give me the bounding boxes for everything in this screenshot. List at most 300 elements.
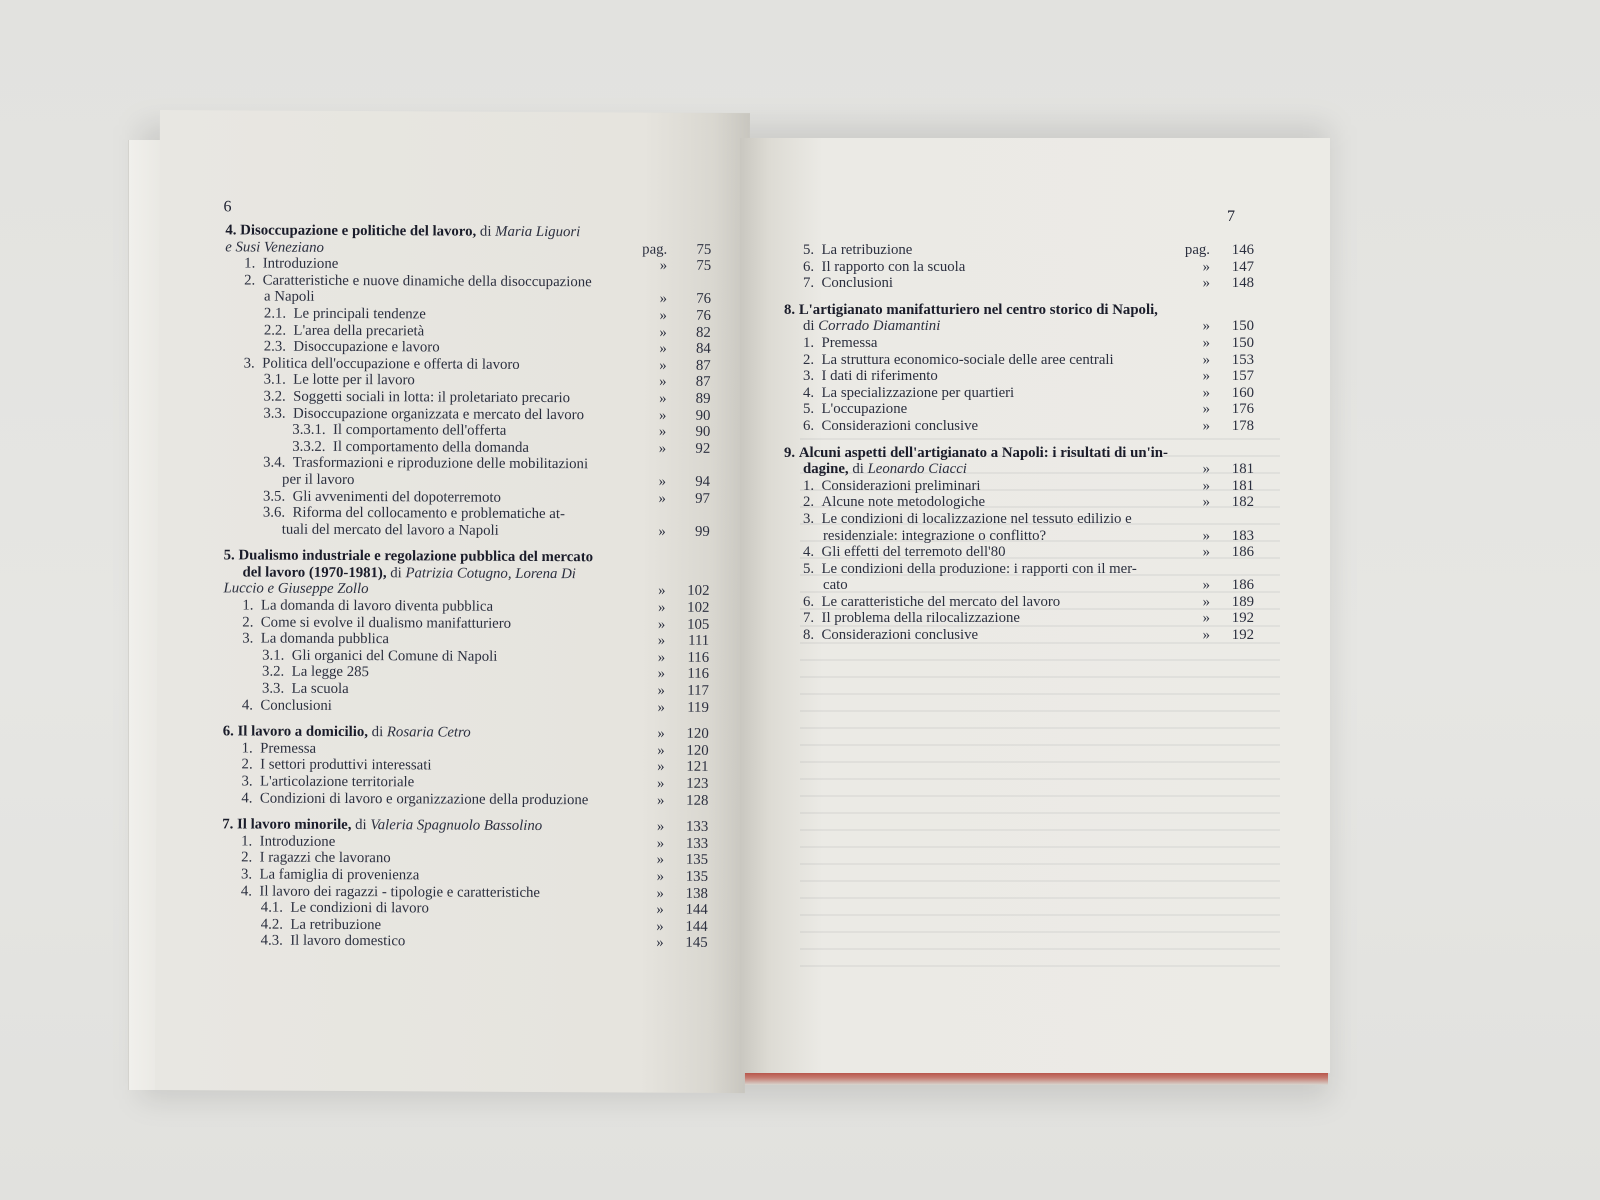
page-ref: 181 (1231, 477, 1254, 494)
page-ref: 128 (686, 792, 709, 809)
page-ref: 183 (1231, 527, 1254, 544)
entry-title: Considerazioni conclusive (821, 627, 979, 644)
page-ref: 75 (696, 257, 712, 275)
entry-number: 2. (241, 756, 253, 773)
page-marker: » (657, 649, 666, 666)
toc-entry-text (803, 259, 965, 276)
page-ref: 87 (695, 357, 711, 374)
toc-entry-text (263, 388, 570, 406)
page-ref: 160 (1231, 384, 1254, 401)
toc-entry-text (282, 521, 499, 539)
entry-number: 7. (803, 610, 815, 627)
toc-entry-text (262, 681, 349, 698)
toc-entry-text (241, 866, 419, 884)
page-marker: » (659, 290, 668, 308)
page-marker: » (657, 666, 666, 683)
page-marker: » (657, 699, 665, 716)
entry-title: per il lavoro (282, 471, 355, 488)
entry-number: 3.2. (262, 663, 285, 681)
page-marker: » (659, 324, 667, 341)
page-ref: 76 (696, 291, 712, 308)
page-number: 7 (1227, 208, 1235, 225)
chapter-number: 7. (222, 816, 234, 833)
page-ref: 145 (685, 935, 708, 952)
page-marker: pag. (1184, 242, 1210, 258)
entry-title: Caratteristiche e nuove dinamiche della disoccupazione (262, 272, 592, 291)
toc-entry-text (261, 933, 406, 950)
toc-entry-text (803, 368, 938, 385)
page-ref: 138 (685, 885, 708, 902)
entry-title: Come si evolve il dualismo manifatturiero (260, 614, 512, 632)
entry-number: 3.1. (262, 647, 285, 664)
page-marker: » (1202, 627, 1210, 644)
page-ref: 192 (1231, 610, 1254, 627)
page-ref: 157 (1231, 368, 1254, 385)
toc-entry-row (784, 461, 1254, 478)
page-marker: » (1202, 401, 1210, 418)
page-ref: 87 (695, 374, 711, 391)
entry-title: Il comportamento dell'offerta (332, 422, 507, 439)
toc-entry-text (225, 239, 324, 256)
toc-entry-text (803, 478, 981, 495)
toc-entry-row (784, 418, 1254, 435)
entry-title: Le condizioni della produzione: i rapporti con il mer- (821, 560, 1137, 577)
page-ref: 82 (696, 324, 711, 341)
entry-number: 1. (241, 833, 253, 850)
entry-number: 8. (803, 627, 815, 644)
chapter-title: Alcuni aspetti dell'artigianato a Napoli: i risultati di un'in- (798, 444, 1168, 461)
chapter-author: Corrado Diamantini (818, 318, 941, 335)
entry-title: Premessa (821, 334, 878, 351)
page-marker: » (658, 490, 667, 507)
toc-entry-text (263, 455, 588, 473)
toc-entry-row (223, 697, 709, 716)
toc-entry-text (262, 647, 497, 665)
entry-title: Introduzione (259, 833, 336, 850)
page-marker: » (659, 373, 667, 390)
table-of-contents (222, 222, 712, 951)
chapter-title: del lavoro (1970-1981), (242, 564, 387, 582)
entry-number: 4. (803, 544, 815, 561)
chapter-number: 8. (784, 301, 796, 318)
entry-number: 3.2. (263, 388, 286, 405)
page-ref: 94 (695, 473, 711, 490)
page-ref: 150 (1231, 318, 1254, 335)
entry-title: Soggetti sociali in lotta: il proletariato precario (293, 388, 571, 407)
entry-number: 1. (242, 597, 254, 614)
page-marker: » (1202, 384, 1210, 401)
page-marker: » (1202, 494, 1210, 511)
page-ref: 189 (1231, 593, 1254, 610)
page-marker: » (1202, 275, 1210, 292)
entry-title: La domanda di lavoro diventa pubblica (260, 597, 494, 615)
toc-entry-text (223, 581, 368, 598)
entry-title: Disoccupazione organizzata e mercato del lavoro (292, 405, 585, 423)
author-prefix: di (803, 318, 815, 335)
page-ref: 120 (686, 742, 709, 759)
toc-entry-text (282, 472, 354, 489)
entry-number: 5. (803, 401, 815, 418)
page-marker: » (1202, 477, 1210, 494)
toc-entry-text (292, 422, 506, 440)
entry-title: La struttura economico-sociale delle aree centrali (821, 351, 1114, 368)
page-ref: 111 (688, 633, 710, 650)
entry-number: 3.6. (262, 504, 286, 521)
page-ref: 133 (685, 835, 709, 852)
entry-number: 2. (244, 272, 256, 289)
entry-number: 4. (803, 384, 815, 401)
entry-title: La scuola (291, 680, 349, 698)
page-ref: 186 (1231, 577, 1254, 594)
toc-entry-text (263, 405, 584, 423)
toc-entry-row (784, 494, 1254, 511)
entry-number: 3. (803, 368, 815, 385)
entry-number: 3. (240, 866, 253, 883)
page-marker: » (658, 473, 667, 490)
toc-entry-text (803, 561, 1137, 578)
page-marker: » (659, 357, 667, 374)
page-ref: 90 (695, 407, 711, 424)
author-prefix: di (852, 461, 864, 478)
entry-title: Gli avvenimenti del dopoterremoto (292, 488, 501, 506)
entry-title: L'occupazione (821, 401, 908, 418)
toc-entry-row (784, 368, 1254, 385)
entry-title: Il lavoro dei ragazzi - tipologie e caratteristiche (259, 883, 541, 901)
toc-entry-text (242, 598, 493, 616)
entry-number: 6. (803, 593, 815, 610)
entry-number: 4.3. (260, 932, 283, 949)
entry-number: 4. (240, 882, 253, 900)
toc-entry-row (784, 511, 1254, 528)
toc-entry-text (803, 461, 967, 478)
chapter-author: Rosaria Cetro (386, 724, 471, 741)
author-prefix: di (371, 724, 384, 741)
page-marker: » (656, 818, 665, 835)
entry-title: I settori produttivi interessati (260, 756, 432, 774)
toc-entry-text (803, 594, 1060, 611)
entry-number: 6. (803, 258, 815, 275)
entry-number: 2. (803, 494, 815, 511)
page-marker: » (657, 775, 665, 792)
page-ref: 181 (1231, 461, 1254, 478)
page-ref: 123 (686, 775, 709, 792)
chapter-author: Maria Liguori (495, 223, 581, 241)
toc-entry-row (784, 242, 1254, 259)
toc-entry-text (803, 544, 1006, 561)
toc-entry-text (241, 790, 588, 808)
page-ref: 102 (687, 599, 710, 616)
toc-entry-row (222, 790, 708, 809)
entry-title: La famiglia di provenienza (259, 866, 420, 884)
page-ref: 186 (1231, 544, 1254, 561)
toc-entry-text (803, 352, 1114, 369)
entry-number: 4.2. (260, 916, 283, 933)
entry-number: 6. (803, 417, 815, 434)
page-ref: 97 (695, 490, 711, 507)
toc-entry-text (263, 505, 565, 523)
entry-number: 3. (241, 773, 253, 790)
page-ref: 84 (695, 340, 711, 358)
page-ref: 116 (687, 649, 710, 666)
page-ref: 76 (696, 307, 711, 324)
toc-entry-text (224, 548, 593, 567)
chapter-number: 4. (225, 222, 237, 239)
entry-title: I dati di riferimento (821, 368, 938, 385)
toc-entry-text (784, 302, 1158, 319)
chapter-author: Valeria Spagnuolo Bassolino (370, 817, 543, 835)
entry-number: 3. (803, 510, 815, 527)
entry-title: cato (823, 577, 848, 594)
page-ref: 119 (687, 699, 709, 716)
page-marker: » (658, 407, 667, 424)
page-marker: » (657, 599, 666, 616)
entry-title: tuali del mercato del lavoro a Napoli (281, 521, 499, 539)
toc-entry-text (803, 335, 877, 352)
page-ref: 102 (687, 583, 710, 600)
entry-title: L'area della precarietà (293, 322, 425, 339)
page-marker: » (1202, 527, 1210, 544)
entry-title: Introduzione (262, 255, 339, 273)
entry-title: a Napoli (263, 288, 315, 306)
page-marker: » (656, 851, 665, 869)
page-marker: » (657, 616, 666, 633)
entry-number: 3.3. (263, 405, 286, 422)
toc-entry-text (262, 664, 369, 681)
page-ref: 144 (685, 901, 708, 919)
entry-title: Le caratteristiche del mercato del lavoro (821, 593, 1061, 610)
page-ref: 135 (685, 868, 709, 885)
toc-entry-row (784, 318, 1254, 335)
toc-entry-text (241, 883, 540, 901)
toc-entry-row (784, 335, 1254, 352)
entry-title: Il problema della rilocalizzazione (821, 610, 1020, 627)
toc-entry-row (784, 478, 1254, 495)
toc-entry-text (803, 627, 978, 644)
entry-number: 1. (241, 740, 253, 757)
toc-entry-row (784, 352, 1254, 369)
toc-entry-text (803, 610, 1020, 627)
page-marker: » (1202, 368, 1210, 385)
chapter-number: 6. (222, 723, 234, 740)
entry-title: Riforma del collocamento e problematiche at- (292, 504, 565, 523)
page-ref: 148 (1231, 275, 1254, 292)
page-ref: 92 (695, 440, 711, 457)
toc-entry-text (292, 438, 529, 456)
toc-entry-row (784, 259, 1254, 276)
toc-entry-row (784, 401, 1254, 418)
page-marker: » (656, 792, 665, 809)
toc-entry-text (803, 385, 1014, 402)
toc-entry-text (264, 372, 415, 389)
entry-number: 5. (803, 560, 815, 577)
entry-number: 2.1. (263, 305, 287, 322)
entry-title: residenziale: integrazione o conflitto? (823, 527, 1047, 544)
page-marker: » (657, 632, 666, 649)
entry-title: La domanda pubblica (260, 630, 389, 648)
toc-entry-text (241, 850, 391, 867)
toc-entry-text (222, 817, 542, 835)
toc-entry-text (803, 275, 893, 292)
toc-entry-text (241, 773, 414, 790)
page-ref: 105 (687, 616, 710, 633)
toc-entry-text (242, 697, 332, 714)
right-page (740, 138, 1330, 1073)
entry-title: Trasformazioni e riproduzione delle mobilitazioni (292, 455, 589, 473)
entry-number: 1. (803, 334, 815, 351)
toc-entry-text (803, 318, 940, 335)
entry-title: Le lotte per il lavoro (293, 372, 415, 389)
page-marker: » (659, 340, 667, 357)
entry-title: L'articolazione territoriale (259, 773, 415, 791)
toc-entry-text (225, 222, 580, 240)
chapter-author: Patrizia Cotugno, Lorena Di (405, 565, 576, 583)
entry-title: Le principali tendenze (293, 305, 426, 323)
author-prefix: di (355, 817, 367, 834)
entry-number: 3.3. (261, 680, 285, 697)
chapter-author: Luccio e Giuseppe Zollo (223, 580, 369, 598)
page-marker: pag. (642, 241, 668, 258)
toc-entry-row (222, 933, 708, 952)
chapter-title: L'artigianato manifatturiero nel centro storico di Napoli, (798, 301, 1158, 318)
entry-number: 2.2. (263, 322, 287, 339)
entry-title: La retribuzione (821, 242, 913, 258)
page-ref: 120 (686, 725, 709, 743)
page-ref: 178 (1231, 417, 1254, 434)
toc-chapter-row (784, 302, 1254, 319)
entry-number: 3. (243, 355, 255, 372)
page-ref: 144 (685, 918, 708, 935)
page-ref: 147 (1231, 258, 1254, 275)
entry-number: 3.4. (263, 454, 286, 471)
chapter-title: dagine, (803, 461, 849, 478)
entry-title: Disoccupazione e lavoro (293, 338, 440, 356)
chapter-title: Disoccupazione e politiche del lavoro, (240, 222, 477, 240)
toc-entry-text (263, 488, 501, 506)
entry-number: 2. (803, 351, 815, 368)
page-ref: 150 (1231, 334, 1254, 351)
page-marker: » (656, 901, 664, 918)
page-ref: 153 (1231, 351, 1254, 368)
page-marker: » (1202, 544, 1210, 561)
page-ref: 90 (695, 423, 711, 441)
page-ref: 182 (1231, 494, 1254, 511)
toc-entry-text (803, 511, 1132, 528)
page-marker: » (1202, 610, 1210, 627)
toc-entry-row (784, 610, 1254, 627)
entry-number: 2.3. (263, 338, 287, 355)
toc-entry-text (784, 445, 1168, 462)
entry-title: Alcune note metodologiche (821, 494, 986, 511)
toc-entry-text (264, 289, 315, 306)
page-ref: 146 (1231, 242, 1254, 258)
page-marker: » (657, 759, 665, 776)
chapter-title: Dualismo industriale e regolazione pubblica del mercato (238, 547, 594, 566)
page-marker: » (656, 885, 664, 902)
chapter-title: Il lavoro minorile, (237, 816, 352, 834)
entry-number: 4. (241, 697, 254, 714)
entry-title: La legge 285 (291, 664, 369, 681)
chapter-author: e Susi Veneziano (225, 238, 324, 256)
author-prefix: di (390, 565, 402, 582)
page-marker: » (659, 307, 667, 324)
toc-entry-text (803, 418, 978, 435)
entry-title: Condizioni di lavoro e organizzazione della produzione (259, 790, 589, 808)
page-marker: » (656, 918, 664, 935)
page-marker: » (1202, 577, 1210, 594)
page-marker: » (658, 583, 666, 600)
entry-title: I ragazzi che lavorano (259, 849, 391, 867)
entry-number: 1. (803, 477, 815, 494)
entry-title: Le condizioni di localizzazione nel tessuto edilizio e (821, 510, 1132, 527)
toc-entry-row (784, 561, 1254, 578)
entry-title: Conclusioni (821, 275, 894, 292)
entry-title: Considerazioni preliminari (821, 477, 981, 494)
page-marker: » (656, 835, 665, 852)
toc-entry-row (224, 521, 710, 540)
toc-entry-text (242, 614, 511, 632)
entry-title: Le condizioni di lavoro (290, 899, 429, 917)
page-ref: 176 (1231, 401, 1254, 418)
entry-title: Gli organici del Comune di Napoli (291, 647, 498, 665)
page-marker: » (657, 742, 665, 759)
page-ref: 75 (696, 241, 712, 258)
toc-entry-text (242, 631, 389, 648)
page-marker: » (1202, 258, 1210, 275)
toc-entry-text (261, 916, 381, 933)
toc-entry-row (784, 627, 1254, 644)
page-marker: » (1202, 334, 1210, 351)
entry-title: La specializzazione per quartieri (821, 384, 1015, 401)
toc-entry-text (264, 306, 426, 323)
entry-title: Politica dell'occupazione e offerta di lavoro (262, 355, 520, 373)
entry-title: Considerazioni conclusive (821, 417, 979, 434)
toc-entry-text (242, 740, 316, 757)
toc-entry-text (264, 322, 425, 339)
toc-entry-text (803, 242, 912, 259)
toc-entry-text (244, 355, 520, 373)
page-marker: » (657, 725, 665, 742)
page-marker: » (656, 934, 664, 951)
page-marker: » (656, 868, 665, 885)
toc-chapter-row (784, 445, 1254, 462)
toc-entry-text (244, 256, 338, 273)
entry-number: 4.1. (260, 899, 284, 916)
chapter-number: 5. (223, 547, 235, 564)
entry-title: Il lavoro domestico (290, 933, 406, 950)
toc-entry-row (784, 528, 1254, 545)
page-marker: » (1202, 593, 1210, 610)
page-marker: » (1202, 417, 1210, 434)
page-ref: 99 (694, 523, 710, 540)
page-marker: » (658, 423, 667, 440)
toc-entry-text (223, 724, 471, 742)
author-prefix: di (479, 223, 492, 240)
entry-title: Conclusioni (260, 697, 332, 714)
page-marker: » (1202, 351, 1210, 368)
entry-number: 3.1. (263, 371, 286, 389)
entry-title: Gli effetti del terremoto dell'80 (821, 544, 1006, 561)
page-marker: » (658, 440, 667, 457)
toc-entry-text (244, 272, 592, 290)
toc-entry-text (241, 833, 335, 850)
entry-number: 3.5. (262, 488, 286, 505)
entry-number: 3.3.2. (292, 438, 326, 455)
entry-number: 4. (241, 790, 253, 807)
entry-title: Il rapporto con la scuola (821, 258, 966, 275)
toc-entry-row (784, 275, 1254, 292)
entry-number: 2. (241, 849, 253, 866)
page-marker: » (658, 523, 666, 540)
